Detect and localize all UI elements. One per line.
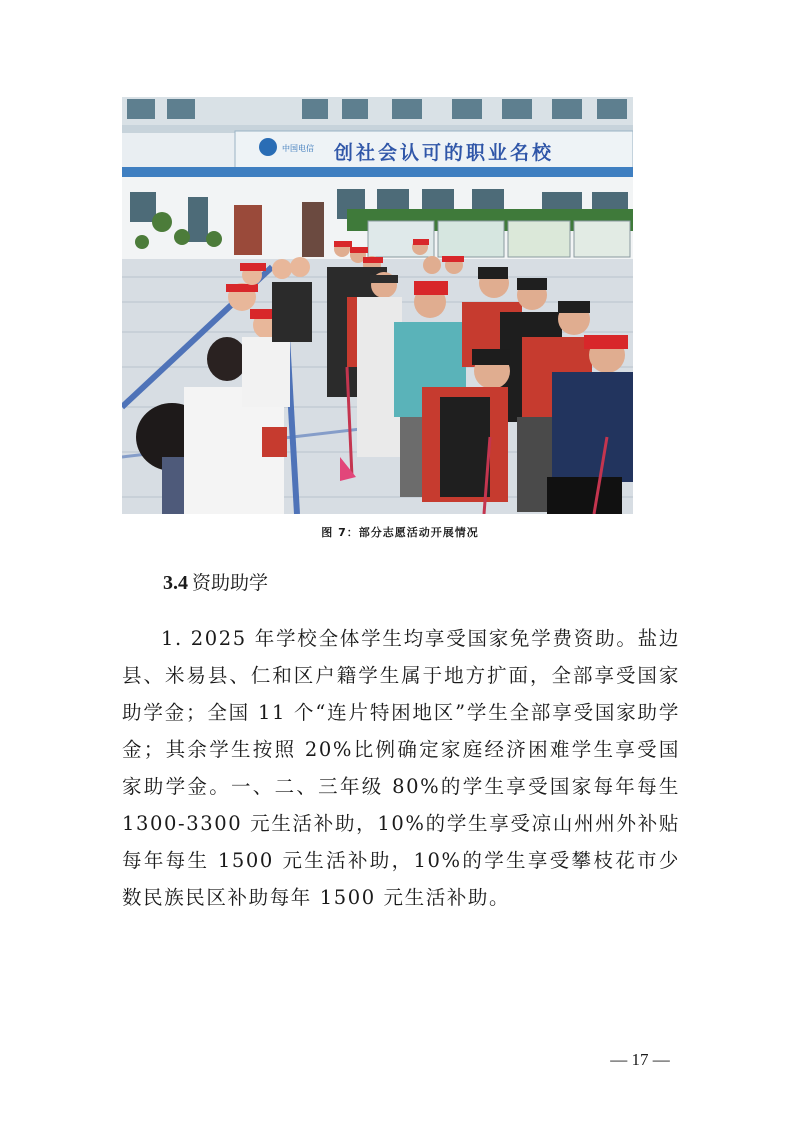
building-banner-text: 创社会认可的职业名校 <box>334 142 555 164</box>
section-number: 3.4 <box>163 572 188 594</box>
section-heading <box>163 568 268 595</box>
body-paragraph: 1. 2025 年学校全体学生均享受国家免学费资助。盐边县、米易县、仁和区户籍学生属于地方扩面，全部享受国家助学金；全国 11 个“连片特困地区”学生全部享受国家助学金；其余学生按照 20%比例确定家庭经济困难学生享受国家助学金。一、二、三年级 80%的学生享受国家每年每生 1300-3300 元生活补助，10%的学生享受凉山州州外补贴每年每生 1500 元生活补助，10%的学生享受攀枝花市少数民族民区补助每年 1500 元生活补助。 <box>122 627 680 909</box>
figure-caption: 图 7：部分志愿活动开展情况 <box>321 526 479 539</box>
banner-logo: 中国电信 <box>282 144 314 153</box>
body-paragraph-container <box>122 620 680 916</box>
page-number: — 17 — <box>610 1050 670 1069</box>
volunteer-activity-photo <box>122 97 633 514</box>
section-title: 资助助学 <box>192 572 269 594</box>
